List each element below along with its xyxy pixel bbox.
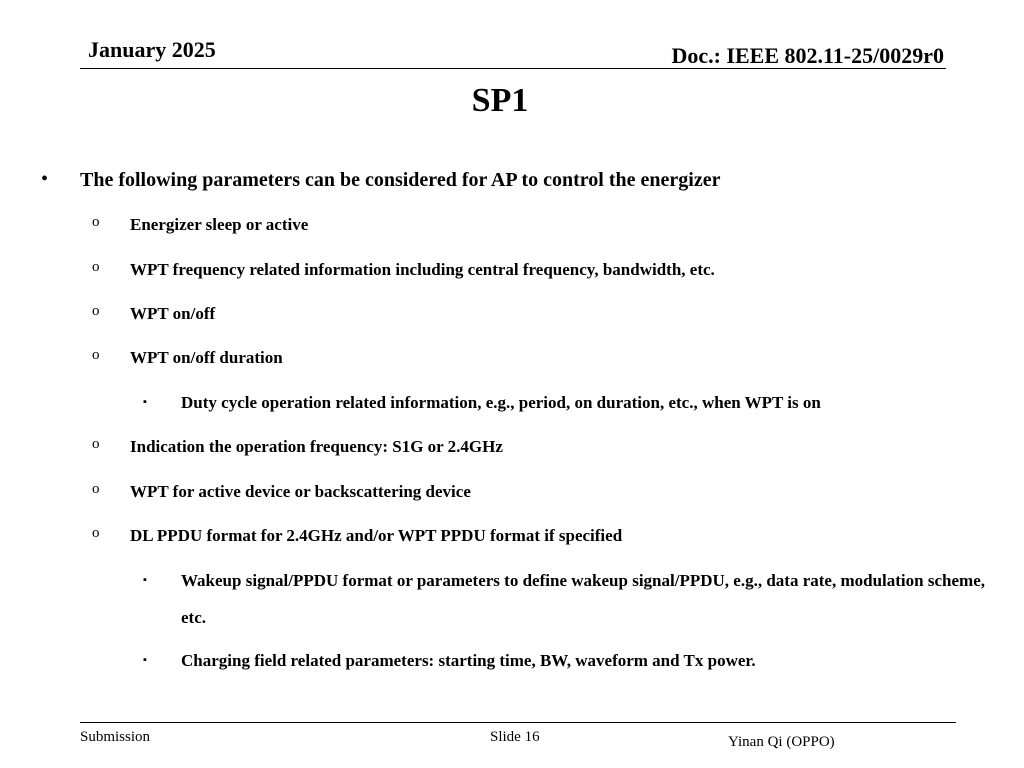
circle-bullet-icon: o xyxy=(92,436,100,452)
sub-bullet-text: WPT on/off duration xyxy=(130,348,283,367)
sub-sub-bullet-text: Wakeup signal/PPDU format or parameters to define wakeup signal/PPDU, e.g., data rate, modulation scheme, etc. xyxy=(181,571,985,627)
circle-bullet-icon: o xyxy=(92,214,100,230)
circle-bullet-icon: o xyxy=(92,303,100,319)
footer-author: Yinan Qi (OPPO) xyxy=(728,734,835,750)
square-bullet-icon: ▪ xyxy=(143,574,147,586)
footer-submission: Submission xyxy=(80,729,151,745)
header-date: January 2025 xyxy=(88,37,216,62)
circle-bullet-icon: o xyxy=(92,347,100,363)
bullet-text: The following parameters can be considered for AP to control the energizer xyxy=(80,169,721,191)
sub-bullet-text: Indication the operation frequency: S1G or 2.4GHz xyxy=(130,437,503,456)
sub-bullet-text: Energizer sleep or active xyxy=(130,215,309,234)
circle-bullet-icon: o xyxy=(92,481,100,497)
footer-slide-number: Slide 16 xyxy=(490,729,540,745)
circle-bullet-icon: o xyxy=(92,259,100,275)
sub-sub-bullet-text: Charging field related parameters: starting time, BW, waveform and Tx power. xyxy=(181,651,756,670)
sub-bullet-text: WPT for active device or backscattering device xyxy=(130,482,471,501)
sub-sub-bullet-text: Duty cycle operation related information, e.g., period, on duration, etc., when WPT is on xyxy=(181,393,821,412)
circle-bullet-icon: o xyxy=(92,525,100,541)
square-bullet-icon: ▪ xyxy=(143,396,147,408)
sub-bullet-text: DL PPDU format for 2.4GHz and/or WPT PPDU format if specified xyxy=(130,526,623,545)
slide-title: SP1 xyxy=(471,82,529,119)
footer-divider xyxy=(80,722,956,723)
square-bullet-icon: ▪ xyxy=(143,654,147,666)
header-doc-id: Doc.: IEEE 802.11-25/0029r0 xyxy=(671,43,944,68)
bullet-dot-icon: • xyxy=(41,168,49,190)
sub-bullet-text: WPT on/off xyxy=(130,304,216,323)
sub-bullet-text: WPT frequency related information including central frequency, bandwidth, etc. xyxy=(130,260,715,279)
